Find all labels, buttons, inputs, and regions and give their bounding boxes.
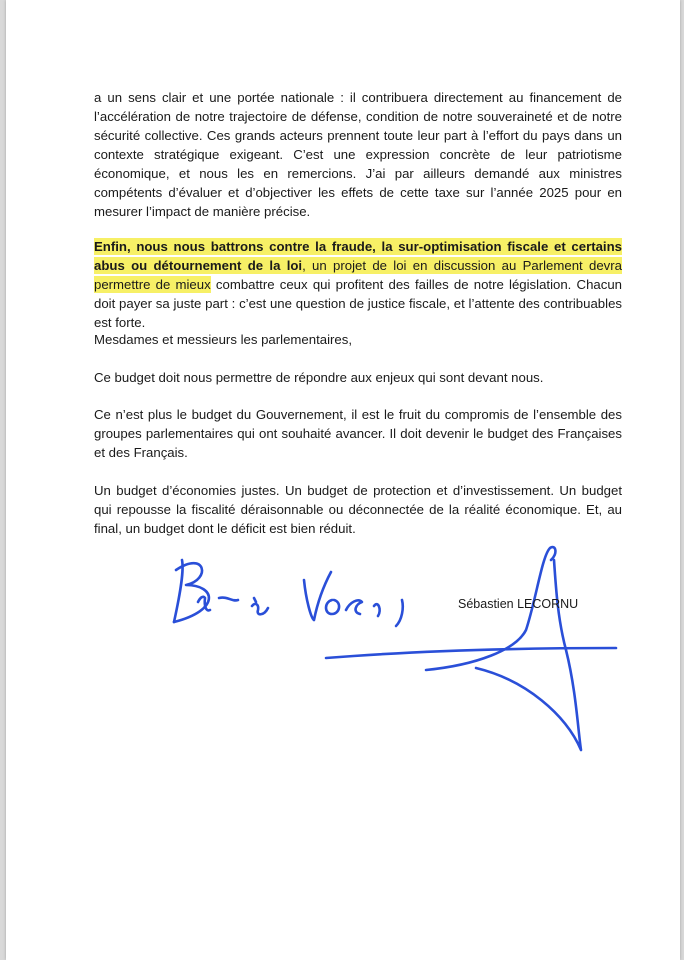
paragraph-fraud (94, 237, 622, 332)
highlighted-text: , un projet de loi en discussion au Parlement devra permettre de mieux (94, 258, 622, 292)
salutation: Mesdames et messieurs les parlementaires, (94, 332, 352, 347)
paragraph-challenges: Ce budget doit nous permettre de répondre aux enjeux qui sont devant nous. (94, 370, 544, 385)
handwritten-closing (174, 560, 403, 626)
paragraph-compromise: Ce n’est plus le budget du Gouvernement, il est le fruit du compromis de l’ensemble des groupes parlementaires qui ont souhaité avancer. Il doit devenir le budget des Françaises et des Français. (94, 407, 622, 460)
signer-name: Sébastien LECORNU (458, 597, 579, 611)
document-page (6, 0, 680, 960)
paragraph-fraud-rest: combattre ceux qui profitent des failles de notre législation. Chacun doit payer sa juste part : c’est une question de justice fiscale, et l’attente des contribuables est forte. (94, 277, 622, 330)
handwritten-signature (6, 540, 680, 770)
paragraph-budget-summary: Un budget d’économies justes. Un budget de protection et d’investissement. Un budget qui repousse la fiscalité déraisonnable ou déconnectée de la réalité économique. Et, au final, un budget dont le déficit est bien réduit. (94, 483, 622, 536)
highlighted-bold-text: Enfin, nous nous battrons contre la fraude, la sur-optimisation fiscale et certains abus ou détournement de la loi (94, 239, 622, 273)
paragraph-defense-tax: a un sens clair et une portée nationale : il contribuera directement au financement de l’accélération de notre trajectoire de défense, condition de notre souveraineté et de notre sécurité collective. Ces grands acteurs prennent toute leur part à l’effort du pays dans un contexte stratégique exigeant. C’est une expression concrète de leur patriotisme économique, et nous les en remercions. J’ai par ailleurs demandé aux ministres compétents d’évaluer et d’objectiver les effets de cette taxe sur l’année 2025 pour en mesurer l’impact de manière précise. (94, 90, 622, 219)
signer-flourish (326, 547, 616, 750)
